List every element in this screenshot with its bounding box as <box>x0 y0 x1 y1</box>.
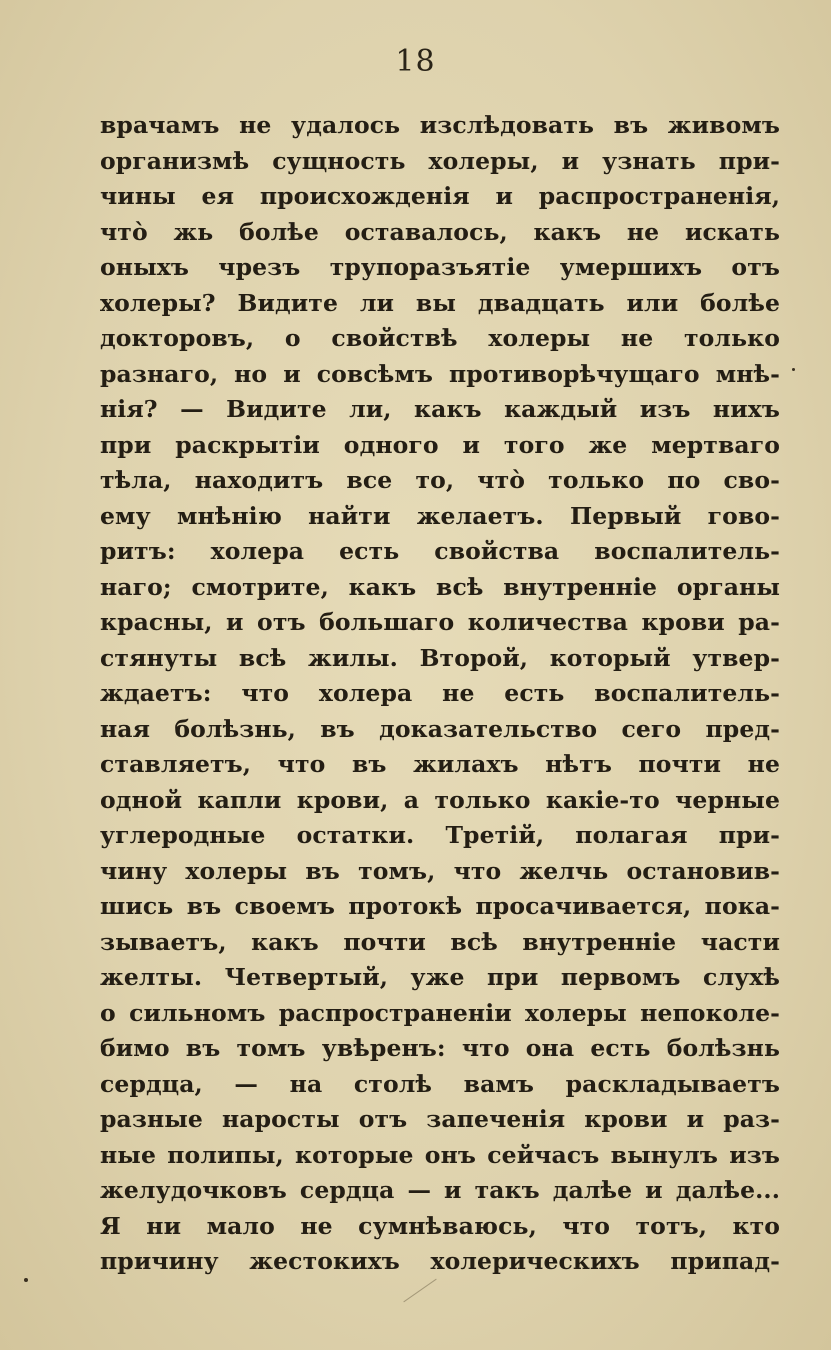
text-line: причину жестокихъ холерическихъ припад- <box>100 1247 780 1275</box>
text-line: чину холеры въ томъ, что желчь остановив- <box>100 856 780 885</box>
text-line: Я ни мало не сумнѣваюсь, что тотъ, кто <box>100 1211 780 1240</box>
text-line: разные наросты отъ запеченія крови и раз- <box>100 1105 780 1133</box>
page-number: 18 <box>395 44 436 79</box>
text-line: оныхъ чрезъ трупоразъятіе умершихъ отъ <box>100 253 780 281</box>
text-line: что̀ жь болѣе оставалось, какъ не искать <box>100 217 780 246</box>
text-line: организмѣ сущность холеры, и узнать при- <box>100 146 780 175</box>
text-line: сердца, — на столѣ вамъ раскладываетъ <box>100 1069 780 1098</box>
paper-crease <box>403 1279 436 1303</box>
text-line: зываетъ, какъ почти всѣ внутренніе части <box>100 927 780 956</box>
text-line: ная болѣзнь, въ доказательство сего пред- <box>100 714 780 743</box>
text-line: желты. Четвертый, уже при первомъ слухѣ <box>100 963 780 991</box>
text-line: разнаго, но и совсѣмъ противорѣчущаго мнѣ- <box>100 359 780 388</box>
text-line: врачамъ не удалось изслѣдовать въ живомъ <box>100 111 780 139</box>
text-line: одной капли крови, а только какіе-то черные <box>100 785 780 814</box>
text-line: наго; смотрите, какъ всѣ внутренніе органы <box>100 572 780 601</box>
text-line: нія? — Видите ли, какъ каждый изъ нихъ <box>100 395 780 423</box>
text-line: ему мнѣнію найти желаетъ. Первый гово- <box>100 501 780 530</box>
body-text <box>100 108 780 1280</box>
text-line: докторовъ, о свойствѣ холеры не только <box>100 324 780 352</box>
text-line: шись въ своемъ протокѣ просачивается, пока- <box>100 892 780 920</box>
text-line: тѣла, находитъ все то, что̀ только по сво- <box>100 466 780 494</box>
text-line: холеры? Видите ли вы двадцать или болѣе <box>100 288 780 317</box>
text-line: желудочковъ сердца — и такъ далѣе и далѣе... <box>100 1176 780 1204</box>
ink-speck <box>792 368 795 371</box>
text-line: ные полипы, которые онъ сейчасъ вынулъ изъ <box>100 1140 780 1169</box>
text-line: при раскрытіи одного и того же мертваго <box>100 430 780 459</box>
text-line: ставляетъ, что въ жилахъ нѣтъ почти не <box>100 750 780 778</box>
text-line: бимо въ томъ увѣренъ: что она есть болѣзнь <box>100 1034 780 1062</box>
text-line: о сильномъ распространеніи холеры непоколе- <box>100 998 780 1027</box>
text-line: ждаетъ: что холера не есть воспалитель- <box>100 679 780 707</box>
text-line: стянуты всѣ жилы. Второй, который утвер- <box>100 643 780 672</box>
text-line: углеродные остатки. Третій, полагая при- <box>100 821 780 849</box>
text-line: красны, и отъ большаго количества крови ра- <box>100 608 780 636</box>
text-line: чины ея происхожденія и распространенія, <box>100 182 780 210</box>
text-line: ритъ: холера есть свойства воспалитель- <box>100 537 780 565</box>
ink-speck <box>24 1278 28 1282</box>
